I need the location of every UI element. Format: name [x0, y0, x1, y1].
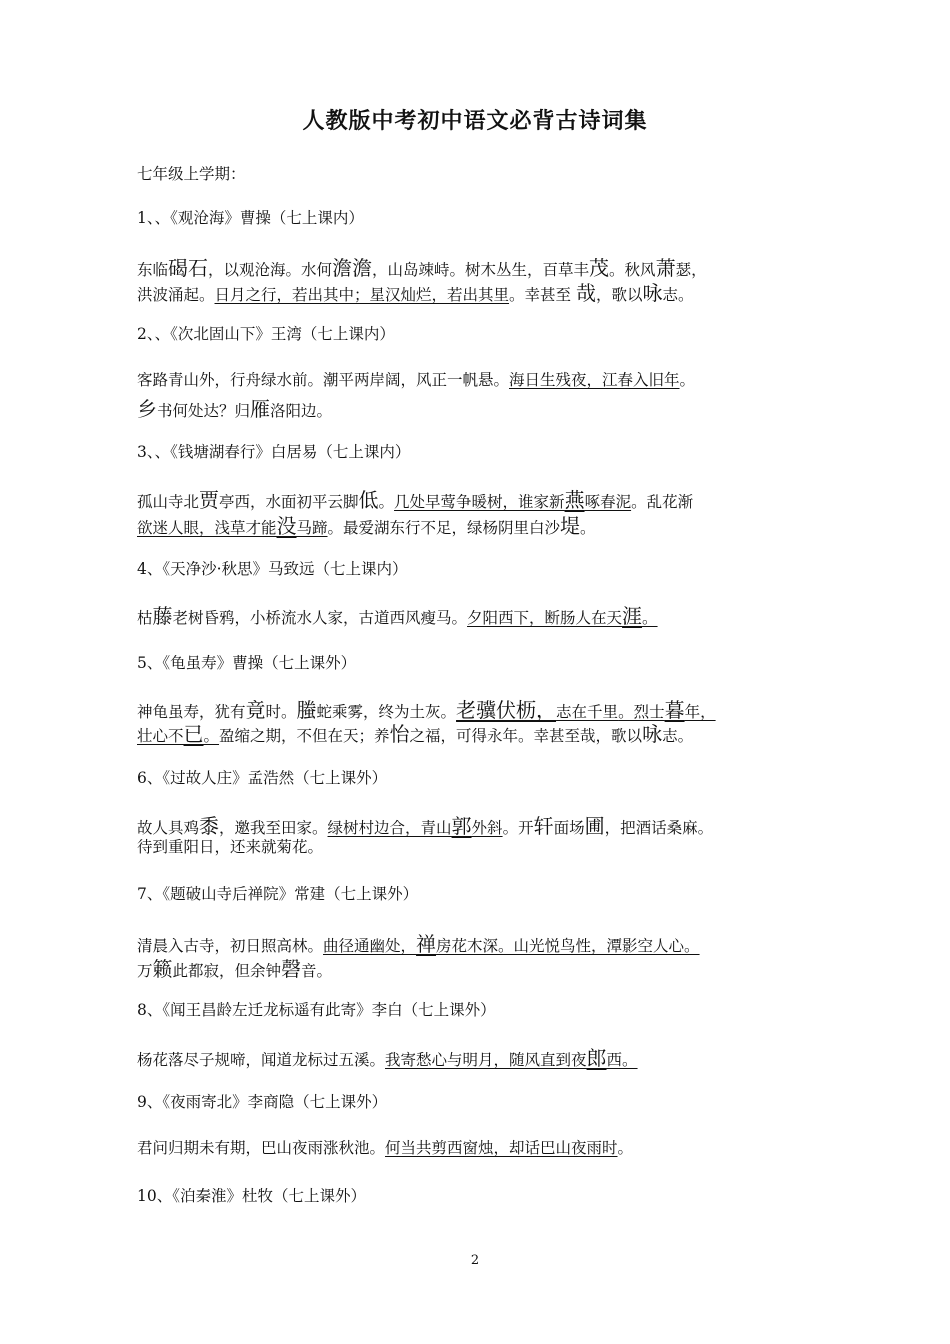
underlined-text: 啄春泥 — [584, 493, 632, 511]
underlined-text: 郎 — [586, 1046, 607, 1070]
poem-heading: 1、、《观沧海》曹操（七上课内） — [137, 209, 364, 227]
underlined-text: 房花木深。山光悦鸟性，潭影空人心。 — [436, 937, 700, 955]
poem-line — [137, 393, 332, 422]
poem-heading: 10、《泊秦淮》杜牧（七上课外） — [137, 1187, 366, 1205]
poem-text: ，邀我至田家。 — [219, 819, 328, 837]
underlined-text: 我寄愁心与明月，随风直到夜 — [385, 1051, 587, 1069]
poem-heading: 4、《天净沙·秋思》马致远（七上课内） — [137, 560, 408, 578]
poem-text: 东临 — [137, 261, 169, 279]
poem-text: 黍 — [199, 814, 220, 838]
poem-text: 藤 — [152, 604, 173, 628]
poem-text: 澹澹 — [332, 256, 373, 280]
underlined-text: 何当共剪西窗烛，却话巴山夜雨时 — [385, 1139, 618, 1157]
poem-text: 雁 — [250, 397, 271, 421]
poem-text: 咏 — [642, 722, 663, 746]
poem-line — [137, 510, 596, 539]
underlined-text: 没 — [276, 514, 297, 538]
poem-text: 乡 — [137, 397, 157, 421]
poem-heading: 3、、《钱塘湖春行》白居易（七上课内） — [137, 443, 411, 461]
underlined-text: 海日生残夜，江春入旧年 — [509, 371, 680, 389]
poem-text: 圃 — [584, 814, 605, 838]
poem-text: 洛阳边。 — [270, 402, 333, 420]
poem-text: ，山岛竦峙。树木丛生，百草丰 — [372, 261, 590, 279]
poem-text: 蛇乘雾，终为土灰。 — [316, 703, 457, 721]
poem-text: 面场 — [553, 819, 585, 837]
poem-text: 瑟， — [675, 261, 707, 279]
poem-text: 萧 — [655, 256, 676, 280]
underlined-text: 禅 — [416, 932, 437, 956]
poem-text: 清晨入古寺，初日照高林。 — [137, 937, 324, 955]
poem-line — [137, 277, 694, 306]
poem-heading: 7、《题破山寺后禅院》常建（七上课外） — [137, 885, 419, 903]
underlined-text: 年， — [684, 703, 716, 721]
poem-text: 。 — [378, 493, 395, 511]
underlined-text: 志在千里 — [556, 703, 619, 721]
poem-text: ，歌以 — [595, 286, 643, 304]
poem-text: 志。 — [662, 286, 694, 304]
poem-text: 老树昏鸦，小桥流水人家，古道西风瘦马。 — [172, 609, 468, 627]
poem-text: 杨花落尽子规啼，闻道龙标过五溪。 — [137, 1051, 386, 1069]
poem-text: 贾 — [199, 488, 220, 512]
poem-text: 怡 — [389, 722, 410, 746]
poem-line — [137, 600, 658, 629]
underlined-text: 曲径通幽处， — [323, 937, 417, 955]
poem-text: 。秋风 — [609, 261, 656, 279]
poem-line — [137, 368, 695, 390]
poem-line — [137, 953, 332, 982]
poem-line — [137, 718, 693, 747]
poem-text: 洪波涌起。 — [137, 286, 215, 304]
poem-text: 哉 — [575, 281, 596, 305]
poem-text: ，以观沧海。水何 — [208, 261, 333, 279]
underlined-text: 。 — [203, 727, 220, 745]
page-number: 2 — [470, 1253, 480, 1268]
underlined-text: 欲迷人眼，浅草才能 — [137, 519, 277, 537]
poem-text: 书何处达？归 — [157, 402, 251, 420]
poem-text: 君问归期未有期，巴山夜雨涨秋池。 — [137, 1139, 386, 1157]
poem-text: 竟 — [245, 698, 266, 722]
poem-text: 螣 — [296, 698, 317, 722]
underlined-text: 日月之行，若出其中；星汉灿烂，若出其里 — [214, 286, 510, 304]
poem-text: 之福，可得永年。幸甚至哉，歌以 — [409, 727, 643, 745]
poem-text: 此都寂，但余钟 — [172, 962, 282, 980]
poem-text: 磬 — [281, 957, 302, 981]
underlined-text: 涯 — [622, 604, 643, 628]
poem-text: 亭西，水面初平云脚 — [219, 493, 359, 511]
poem-text: 。开 — [502, 819, 534, 837]
poem-text: 籁 — [152, 957, 173, 981]
poem-text: 。 — [617, 1139, 634, 1157]
underlined-text: 几处早莺争暖树，谁家新 — [394, 493, 565, 511]
poem-line — [137, 1136, 633, 1158]
section-heading: 七年级上学期： — [137, 165, 246, 183]
poem-text: 碣石 — [168, 256, 209, 280]
poem-text: 咏 — [642, 281, 663, 305]
poem-heading: 8、《闻王昌龄左迁龙标遥有此寄》李白（七上课外） — [137, 1001, 496, 1019]
document-title: 人教版中考初中语文必背古诗词集 — [302, 109, 648, 134]
poem-heading: 2、、《次北固山下》王湾（七上课内） — [137, 325, 395, 343]
poem-text: 堤 — [560, 514, 581, 538]
underlined-text: 夕阳西下，断肠人在天 — [467, 609, 623, 627]
poem-text: 孤山寺北 — [137, 493, 200, 511]
poem-text: 。乱花渐 — [631, 493, 694, 511]
underlined-text: 。 — [642, 609, 658, 627]
poem-text: 。最爱湖东行不足，绿杨阴里白沙 — [327, 519, 561, 537]
poem-text: 轩 — [533, 814, 554, 838]
poem-text: 待到重阳日，还来就菊花。 — [137, 838, 324, 856]
poem-text: 。 — [679, 371, 696, 389]
poem-text: 。幸甚至 — [509, 286, 576, 304]
poem-heading: 6、《过故人庄》孟浩然（七上课外） — [137, 769, 388, 787]
underlined-text: 西。 — [606, 1051, 638, 1069]
poem-text: 时。 — [265, 703, 297, 721]
poem-heading: 5、《龟虽寿》曹操（七上课外） — [137, 654, 357, 672]
poem-heading: 9、《夜雨寄北》李商隐（七上课外） — [137, 1093, 388, 1111]
poem-text: 客路青山外，行舟绿水前。潮平两岸阔，风正一帆悬。 — [137, 371, 510, 389]
poem-text: 。 — [580, 519, 596, 537]
underlined-text: 郭 — [451, 814, 472, 838]
underlined-text: 马蹄 — [296, 519, 328, 537]
underlined-text: 暮 — [664, 698, 685, 722]
poem-text: 茂 — [589, 256, 610, 280]
poem-text: ，把酒话桑麻。 — [604, 819, 714, 837]
poem-text: 志。 — [662, 727, 694, 745]
poem-line — [137, 1042, 638, 1071]
poem-text: 盈缩之期，不但在天；养 — [219, 727, 390, 745]
poem-text: 音。 — [301, 962, 333, 980]
poem-text: 神龟虽寿，犹有 — [137, 703, 246, 721]
underlined-text: 燕 — [564, 488, 585, 512]
poem-line — [137, 835, 323, 857]
poem-line — [137, 484, 693, 513]
underlined-text: 壮心不 — [137, 727, 184, 745]
underlined-text: 。烈士 — [618, 703, 665, 721]
underlined-text: 绿树村边合，青山 — [327, 819, 452, 837]
poem-text: 万 — [137, 962, 153, 980]
underlined-text: 外斜 — [471, 819, 503, 837]
poem-text: 故人具鸡 — [137, 819, 200, 837]
underlined-text: 老骥伏枥， — [456, 698, 557, 722]
underlined-text: 已 — [183, 722, 204, 746]
poem-text: 低 — [358, 488, 379, 512]
poem-text: 枯 — [137, 609, 153, 627]
